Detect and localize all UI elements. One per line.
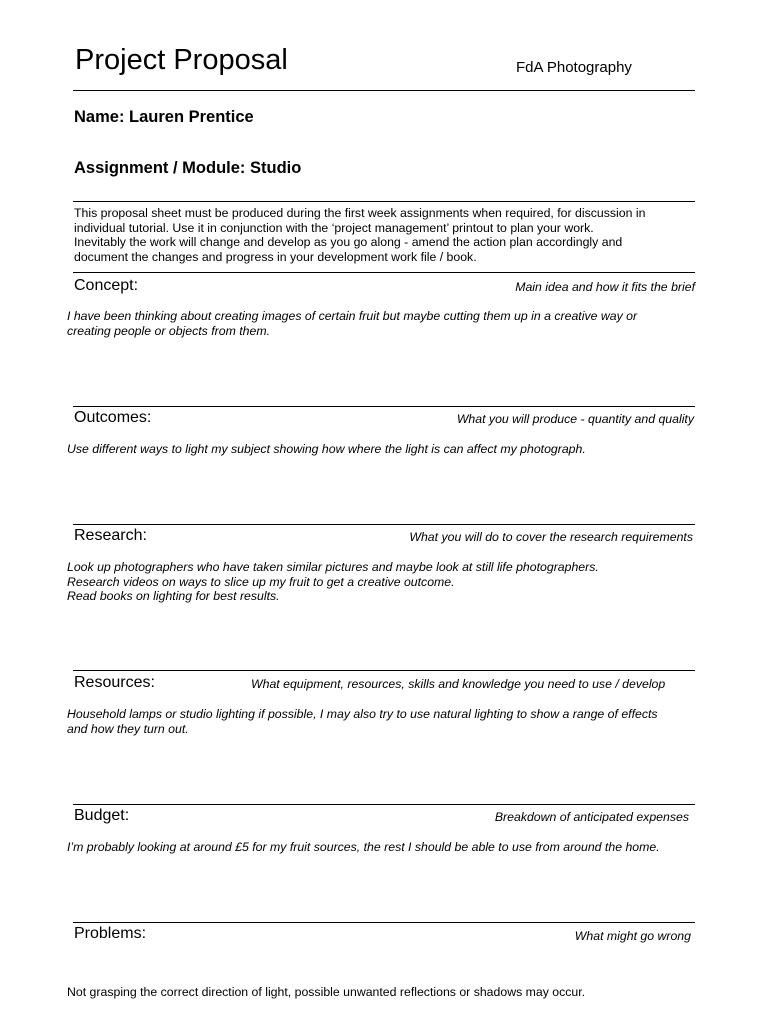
assignment-module: Assignment / Module: Studio	[74, 159, 302, 177]
outcomes-divider	[73, 406, 695, 407]
intro-line: This proposal sheet must be produced during the first week assignments when required, for discussion in	[74, 206, 646, 220]
intro-line: document the changes and progress in your development work file / book.	[74, 249, 477, 264]
resources-text	[67, 707, 658, 736]
concept-hint: Main idea and how it fits the brief	[515, 280, 695, 294]
concept-heading: Concept:	[74, 277, 139, 294]
resources-divider	[73, 670, 695, 671]
research-line: Research videos on ways to slice up my fruit to get a creative outcome.	[67, 574, 455, 589]
problems-divider	[73, 922, 695, 923]
program-label: FdA Photography	[516, 59, 632, 76]
problems-heading: Problems:	[74, 925, 147, 942]
header-divider	[73, 90, 695, 91]
fields-divider	[73, 201, 695, 202]
outcomes-heading: Outcomes:	[74, 409, 152, 426]
outcomes-line: Use different ways to light my subject showing how where the light is can affect my photograph.	[67, 442, 586, 456]
research-heading: Research:	[74, 527, 147, 544]
research-divider	[73, 524, 695, 525]
problems-hint: What might go wrong	[574, 929, 691, 943]
intro-line: individual tutorial. Use it in conjunction with the ‘project management’ printout to plan your work.	[74, 220, 594, 235]
concept-line: I have been thinking about creating images of certain fruit but maybe cutting them up in a creative way or	[67, 309, 638, 323]
budget-line: I’m probably looking at around £5 for my fruit sources, the rest I should be able to use from around the home.	[67, 840, 660, 854]
budget-divider	[73, 804, 695, 805]
budget-hint: Breakdown of anticipated expenses	[494, 810, 689, 824]
problems-text: Not grasping the correct direction of light, possible unwanted reflections or shadows may occur.	[67, 985, 586, 999]
intro-line: Inevitably the work will change and develop as you go along - amend the action plan accordingly and	[74, 235, 623, 249]
budget-heading: Budget:	[74, 807, 130, 824]
resources-hint: What equipment, resources, skills and knowledge you need to use / develop	[251, 677, 666, 691]
outcomes-hint: What you will produce - quantity and quality	[456, 412, 694, 426]
research-line: Read books on lighting for best results.	[67, 589, 280, 603]
research-text	[67, 560, 599, 604]
student-name: Name: Lauren Prentice	[74, 108, 254, 126]
resources-line: Household lamps or studio lighting if possible, I may also try to use natural lighting to show a range of effects	[67, 707, 658, 721]
concept-text	[67, 309, 637, 338]
research-hint: What you will do to cover the research requirements	[409, 530, 693, 544]
research-line: Look up photographers who have taken similar pictures and maybe look at still life photographers.	[67, 560, 599, 574]
resources-line: and how they turn out.	[67, 721, 189, 736]
budget-text	[67, 840, 660, 855]
intro-text	[74, 206, 704, 264]
concept-line: creating people or objects from them.	[67, 323, 271, 338]
intro-divider	[73, 272, 695, 273]
outcomes-text	[67, 442, 586, 457]
page-title: Project Proposal	[75, 44, 288, 76]
resources-heading: Resources:	[74, 674, 155, 691]
